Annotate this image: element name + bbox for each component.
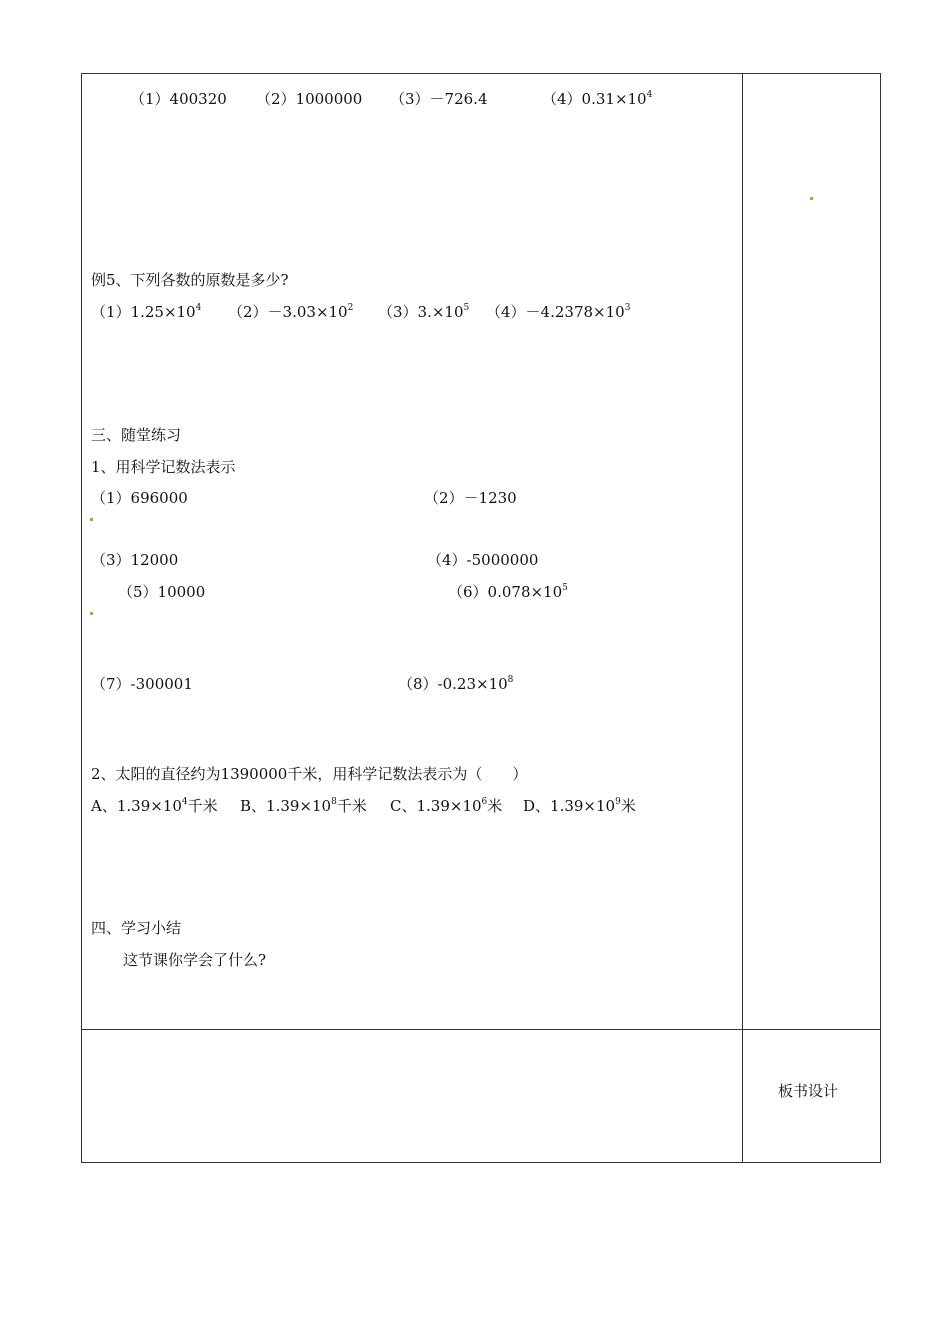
practice-q2-option-b: B、$1.39\times 10^8$千米 (240, 797, 367, 815)
scan-mark (90, 518, 93, 521)
example4-item-1: （1）400320 (130, 90, 227, 108)
table-frame (81, 73, 881, 1163)
practice-q1-title: 1、用科学记数法表示 (91, 458, 236, 476)
summary-prompt: 这节课你学会了什么? (123, 951, 267, 969)
practice-q1-item-2: （2）－1230 (424, 489, 517, 507)
example5-item-3: $(3)3.\times 10^5$ (378, 303, 470, 321)
example5-item-1: $(1)1.25\times 10^4$ (91, 303, 202, 321)
section4-heading: 四、学习小结 (91, 919, 182, 937)
scan-mark (810, 197, 813, 200)
practice-q1-item-6: $(6)0.078\times 10^5$ (448, 583, 568, 601)
board-design-label: 板书设计 (778, 1082, 839, 1100)
practice-q1-item-4: （4）-5000000 (427, 551, 539, 569)
practice-q2-option-d: D、$1.39\times 10^9$米 (523, 797, 636, 815)
practice-q1-item-7: （7）-300001 (91, 675, 193, 693)
column-divider (742, 73, 743, 1163)
practice-q1-item-1: （1）696000 (91, 489, 188, 507)
section3-heading: 三、随堂练习 (91, 426, 182, 444)
example5-title: 例5、下列各数的原数是多少? (91, 271, 289, 289)
practice-q1-item-8: $(8)-0.23\times 10^8$ (398, 675, 514, 693)
practice-q1-item-5: （5）10000 (118, 583, 206, 601)
scan-mark (90, 612, 93, 615)
example4-item-2: （2）1000000 (256, 90, 363, 108)
example4-item-3: （3）－726.4 (390, 90, 488, 108)
practice-q2-title: 2、太阳的直径约为1390000千米，用科学记数法表示为（ ） (91, 765, 528, 783)
example4-item-4: $(4)0.31\times 10^4$ (542, 90, 653, 108)
row-divider (81, 1029, 881, 1030)
example5-item-4: $(4)-4.2378\times 10^3$ (486, 303, 631, 321)
practice-q2-option-a: A、$1.39\times 10^4$千米 (91, 797, 218, 815)
example5-item-2: $(2)-3.03\times 10^2$ (228, 303, 354, 321)
practice-q2-option-c: C、$1.39\times 10^6$米 (390, 797, 503, 815)
practice-q1-item-3: （3）12000 (91, 551, 179, 569)
